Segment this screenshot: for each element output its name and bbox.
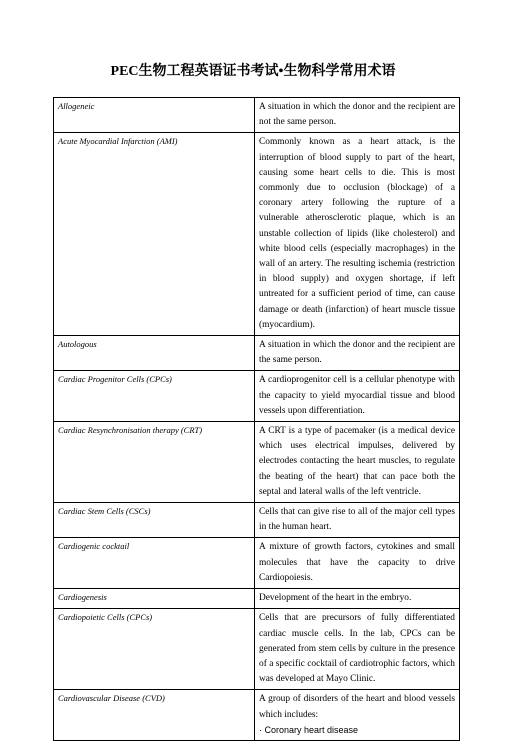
definition-cell [255,690,460,740]
definition-cell: A CRT is a type of pacemaker (is a medical device which uses electrical impulses, delivered by electrodes contacting the heart muscles, to regulate the beating of the heart) that can pace both the septal and lateral walls of the left ventricle. [255,422,460,503]
table-row [54,538,460,589]
term-cell: Autologous [54,336,255,371]
definition-cell: A situation in which the donor and the recipient are the same person. [255,336,460,371]
term-cell: Cardiovascular Disease (CVD) [54,690,255,740]
table-row [54,609,460,690]
table-row [54,503,460,538]
table-row [54,98,460,133]
bullet-item: · Coronary heart disease [259,724,359,735]
term-cell: Allogeneic [54,98,255,133]
definition-cell: Commonly known as a heart attack, is the interruption of blood supply to part of the heart, causing some heart cells to die. This is most commonly due to occlusion (blockage) of a coronary artery following the rupture of a vulnerable atherosclerotic plaque, which is an unstable collection of lipids (like cholesterol) and white blood cells (especially macrophages) in the wall of an artery. The resulting ischemia (restriction in blood supply) and oxygen shortage, if left untreated for a sufficient period of time, can cause damage or death (infarction) of heart muscle tissue (myocardium). [255,133,460,336]
definition-cell: Cells that can give rise to all of the major cell types in the human heart. [255,503,460,538]
definition-cell: Development of the heart in the embryo. [255,589,460,609]
page-title: PEC生物工程英语证书考试•生物科学常用术语 [110,64,396,79]
table-row [54,422,460,503]
term-cell: Cardiac Progenitor Cells (CPCs) [54,371,255,422]
term-cell: Cardiogenesis [54,589,255,609]
table-row [54,589,460,609]
term-cell: Cardiopoietic Cells (CPCs) [54,609,255,690]
term-cell: Acute Myocardial Infarction (AMI) [54,133,255,336]
definition-cell: Cells that are precursors of fully differentiated cardiac muscle cells. In the lab, CPCs can be generated from stem cells by culture in the presence of a specific cocktail of cardiotrophic factors, which was developed at Mayo Clinic. [255,609,460,690]
definition-text: A group of disorders of the heart and blood vessels which includes: [259,694,455,720]
term-cell: Cardiac Stem Cells (CSCs) [54,503,255,538]
definition-cell: A situation in which the donor and the recipient are not the same person. [255,98,460,133]
definition-cell: A mixture of growth factors, cytokines and small molecules that have the capacity to drive Cardiopoiesis. [255,538,460,589]
glossary-table [53,97,460,741]
definition-cell: A cardioprogenitor cell is a cellular phenotype with the capacity to yield myocardial tissue and blood vessels upon differentiation. [255,371,460,422]
table-row [54,336,460,371]
table-row [54,690,460,740]
table-row [54,371,460,422]
term-cell: Cardiogenic cocktail [54,538,255,589]
table-row [54,133,460,336]
term-cell: Cardiac Resynchronisation therapy (CRT) [54,422,255,503]
